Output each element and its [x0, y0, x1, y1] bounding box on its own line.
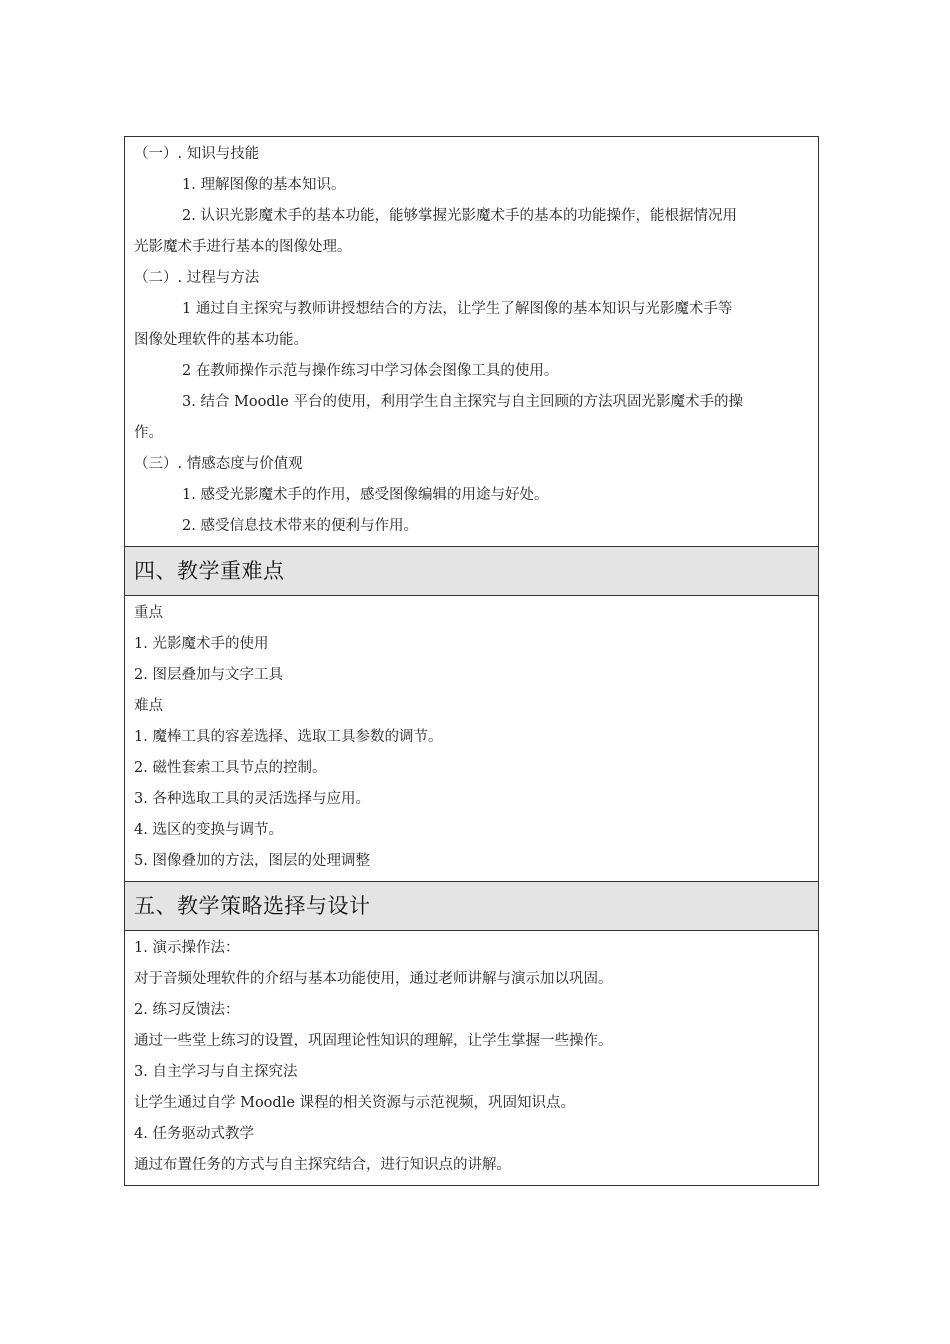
key-difficult-points-section	[125, 595, 818, 881]
process-item-1-line-1: 1 通过自主探究与教师讲授想结合的方法，让学生了解图像的基本知识与光影魔术手等	[182, 301, 733, 317]
strategy-name: 3. 自主学习与自主探究法	[134, 1064, 298, 1080]
key-points-label: 重点	[134, 605, 163, 621]
process-item-1-line-2: 图像处理软件的基本功能。	[134, 332, 308, 348]
teaching-strategy-section	[125, 930, 818, 1185]
knowledge-item-1: 1. 理解图像的基本知识。	[182, 177, 346, 193]
process-item-3-line-1: 3. 结合 Moodle 平台的使用，利用学生自主探究与自主回顾的方法巩固光影魔术手的操	[182, 394, 743, 410]
lesson-plan-table	[124, 136, 819, 1186]
emotion-item-2: 2. 感受信息技术带来的便利与作用。	[182, 518, 418, 534]
strategy-description: 通过布置任务的方式与自主探究结合，进行知识点的讲解。	[134, 1157, 511, 1173]
difficult-point-item: 4. 选区的变换与调节。	[134, 822, 283, 838]
difficult-point-item: 2. 磁性套索工具节点的控制。	[134, 760, 327, 776]
strategy-description: 通过一些堂上练习的设置，巩固理论性知识的理解，让学生掌握一些操作。	[134, 1033, 613, 1049]
strategy-name: 4. 任务驱动式教学	[134, 1126, 254, 1142]
strategy-description: 对于音频处理软件的介绍与基本功能使用，通过老师讲解与演示加以巩固。	[134, 971, 613, 987]
strategy-name: 2. 练习反馈法：	[134, 1002, 240, 1018]
difficult-point-item: 3. 各种选取工具的灵活选择与应用。	[134, 791, 370, 807]
objectives-section	[125, 137, 818, 546]
strategy-name: 1. 演示操作法：	[134, 940, 240, 956]
difficult-points-label: 难点	[134, 698, 163, 714]
key-point-item: 2. 图层叠加与文字工具	[134, 667, 283, 683]
difficult-point-item: 5. 图像叠加的方法，图层的处理调整	[134, 853, 370, 869]
emotion-values-heading: （三）. 情感态度与价值观	[134, 456, 303, 472]
knowledge-skills-heading: （一）. 知识与技能	[134, 146, 260, 162]
difficult-point-item: 1. 魔棒工具的容差选择、选取工具参数的调节。	[134, 729, 443, 745]
emotion-item-1: 1. 感受光影魔术手的作用，感受图像编辑的用途与好处。	[182, 487, 549, 503]
process-item-2: 2 在教师操作示范与操作练习中学习体会图像工具的使用。	[182, 363, 559, 379]
strategy-description: 让学生通过自学 Moodle 课程的相关资源与示范视频，巩固知识点。	[134, 1095, 576, 1111]
knowledge-item-2-line-1: 2. 认识光影魔术手的基本功能，能够掌握光影魔术手的基本的功能操作，能根据情况用	[182, 208, 737, 224]
section-4-title: 四、教学重难点	[125, 546, 818, 595]
process-item-3-line-2: 作。	[134, 425, 163, 441]
process-method-heading: （二）. 过程与方法	[134, 270, 260, 286]
key-point-item: 1. 光影魔术手的使用	[134, 636, 269, 652]
section-5-title: 五、教学策略选择与设计	[125, 881, 818, 930]
knowledge-item-2-line-2: 光影魔术手进行基本的图像处理。	[134, 239, 352, 255]
